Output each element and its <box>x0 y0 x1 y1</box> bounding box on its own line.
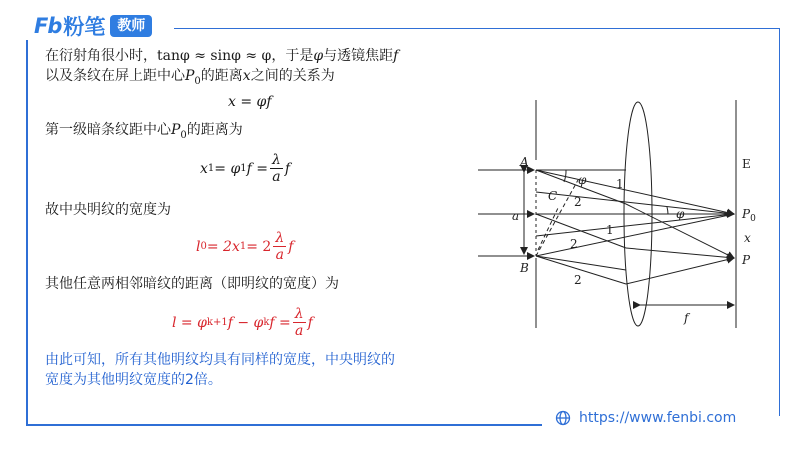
eq4-l: l = φ <box>172 314 207 331</box>
math-approx: tanφ ≈ sinφ ≈ φ <box>157 48 272 64</box>
footer-url-block[interactable] <box>555 410 736 426</box>
brand-badge: 教师 <box>110 15 152 37</box>
equation-3 <box>196 230 293 263</box>
label-P0: $P_0$ <box>742 207 756 224</box>
ray-upper-mid <box>536 192 734 214</box>
eq2-sub2: 1 <box>240 163 247 174</box>
equation-4 <box>172 306 313 339</box>
brand-name: 粉笔 <box>63 15 106 39</box>
ray-2-bottom-after <box>626 258 734 284</box>
math-P0: P <box>185 68 195 84</box>
label-a: a <box>512 209 520 223</box>
ray-bottom-to-P0 <box>536 214 734 256</box>
eq2-sub: 1 <box>207 163 215 174</box>
eq2-num: λ <box>272 152 281 168</box>
brand-mark: Fb <box>34 14 62 38</box>
math-P0-2-sub: 0 <box>180 129 187 141</box>
frame-bottom-line <box>26 424 542 426</box>
label-B: B <box>520 261 529 275</box>
math-x: x <box>242 68 251 84</box>
text-l3-b: 的距离为 <box>186 122 243 138</box>
label-phi-mid: φ <box>676 207 685 221</box>
brand-logo <box>34 12 152 40</box>
eq3-mid: = 2x <box>206 238 240 255</box>
ray-label-2c: 2 <box>574 273 582 287</box>
eq3-l: l <box>196 238 201 255</box>
footer-url[interactable]: https://www.fenbi.com <box>579 410 737 426</box>
label-E: E <box>742 157 751 171</box>
eq3-num: λ <box>275 230 285 246</box>
text-l2-a: 以及条纹在屏上距中心 <box>45 68 185 84</box>
equation-1: x = φf <box>228 94 272 110</box>
label-P: P <box>742 253 751 267</box>
eq3-fraction <box>273 230 286 263</box>
eq4-sub: k+1 <box>206 317 228 328</box>
eq3-tail: f <box>288 238 294 255</box>
text-l3-a: 第一级暗条纹距中心 <box>45 122 171 138</box>
eq3-sub2: 1 <box>239 241 247 252</box>
eq3-mid2: = 2 <box>246 238 272 255</box>
ray-label-2: 2 <box>574 195 582 209</box>
frame-top-line <box>174 28 780 29</box>
eq3-sub: 0 <box>200 241 207 252</box>
eq2-f: f = <box>246 160 269 177</box>
eq2-mid: = φ <box>214 160 241 177</box>
eq4-num: λ <box>294 306 304 322</box>
math-phi: φ <box>313 48 324 64</box>
eq4-fraction <box>293 306 306 339</box>
conclusion-line-1: 由此可知，所有其他明纹均具有同样的宽度，中央明纹的 <box>45 352 395 368</box>
text-line-3 <box>45 120 243 146</box>
eq4-tail: f <box>307 314 313 331</box>
label-x: x <box>744 231 751 245</box>
text-line-1 <box>45 46 398 66</box>
equation-2 <box>200 152 290 185</box>
text-line-2 <box>45 66 335 92</box>
math-P0-2: P <box>171 122 181 138</box>
text-l1-b: ，于是 <box>271 48 314 64</box>
eq3-den: a <box>275 247 284 263</box>
eq4-mid2: f = <box>269 314 291 331</box>
ray-label-1: 1 <box>616 177 624 191</box>
text-l1-a: 在衍射角很小时， <box>45 48 157 64</box>
angle-arc-mid <box>667 207 668 214</box>
eq4-den: a <box>295 323 304 339</box>
globe-icon <box>555 410 571 426</box>
label-A: A <box>520 155 529 169</box>
eq2-x: x <box>200 160 208 177</box>
math-f: f <box>393 48 399 64</box>
conclusion-line-2: 宽度为其他明纹宽度的2倍。 <box>45 372 222 388</box>
ray-1-bottom <box>536 256 626 270</box>
label-phi-top: φ <box>578 173 587 187</box>
text-l2-c: 之间的关系为 <box>250 68 335 84</box>
ray-label-1b: 1 <box>606 223 614 237</box>
eq4-mid: f − φ <box>227 314 264 331</box>
text-line-5: 其他任意两相邻暗纹的距离（即明纹的宽度）为 <box>45 276 339 292</box>
eq2-den: a <box>272 169 281 185</box>
diffraction-diagram <box>478 100 778 340</box>
label-f: f <box>684 311 689 325</box>
text-line-4: 故中央明纹的宽度为 <box>45 202 171 218</box>
text-l1-c: 与透镜焦距 <box>323 48 394 64</box>
math-P0-sub: 0 <box>194 75 201 87</box>
text-l2-b: 的距离 <box>200 68 243 84</box>
eq2-fraction <box>270 152 283 185</box>
ray-label-2b: 2 <box>570 237 578 251</box>
label-C: C <box>548 189 558 203</box>
eq2-tail: f <box>284 160 291 177</box>
frame-left-line <box>26 40 28 426</box>
eq4-sub2: k <box>263 317 270 328</box>
frame-right-line <box>779 28 780 416</box>
